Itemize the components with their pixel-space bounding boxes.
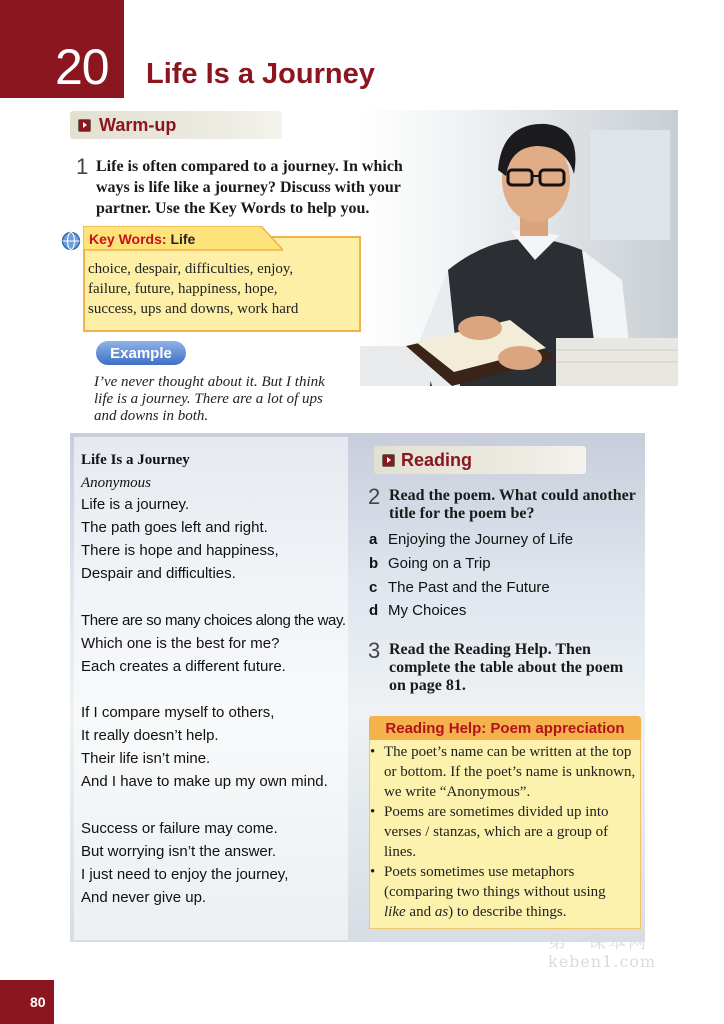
key-words-title [89, 231, 195, 247]
option-b[interactable] [369, 555, 491, 572]
option-a[interactable] [369, 531, 573, 548]
option-c[interactable] [369, 579, 550, 596]
reading-help-line: verses / stanzas, which are a group of [384, 824, 609, 840]
example-line: life is a journey. There are a lot of ups [94, 391, 323, 407]
poem-line: I just need to enjoy the journey, [81, 866, 289, 883]
poem-line: Life is a journey. [81, 496, 190, 513]
option-text: Going on a Trip [388, 555, 491, 572]
example-text [94, 374, 350, 425]
poem-title: Life Is a Journey [81, 452, 190, 468]
key-words-line: success, ups and downs, work hard [88, 301, 299, 317]
poem-line: Which one is the best for me? [81, 635, 280, 652]
reading-help-line: like and as) to describe things. [384, 904, 567, 920]
question-3-line: Read the Reading Help. Then [389, 641, 591, 658]
key-words-line: failure, future, happiness, hope, [88, 281, 278, 297]
poem-line: If I compare myself to others, [81, 704, 275, 721]
question-1-number: 1 [76, 154, 89, 179]
unit-number: 20 [55, 39, 109, 95]
question-2-text [389, 487, 649, 523]
warmup-tab [70, 111, 282, 139]
poem-line: Despair and difficulties. [81, 565, 236, 582]
question-1-text [96, 156, 416, 219]
reading-help-line: (comparing two things without using [384, 884, 606, 900]
poem-line: The path goes left and right. [81, 519, 268, 536]
watermark-text: 第一课本网 [548, 932, 648, 953]
bullet-icon: • [370, 804, 376, 820]
option-text: My Choices [388, 602, 467, 619]
poem-line: There is hope and happiness, [81, 542, 279, 559]
option-d[interactable] [369, 602, 466, 619]
reading-help-line: Poems are sometimes divided up into [384, 804, 609, 820]
play-icon [382, 454, 395, 467]
poem-line: Success or failure may come. [81, 820, 278, 837]
example-line: and downs in both. [94, 408, 209, 424]
question-1-line: Life is often compared to a journey. In which [96, 158, 403, 175]
key-words-line: choice, despair, difficulties, enjoy, [88, 261, 294, 277]
play-icon [78, 119, 91, 132]
option-text: Enjoying the Journey of Life [388, 531, 574, 548]
question-3-line: on page 81. [389, 677, 466, 694]
globe-icon [61, 231, 81, 251]
reading-help-line: lines. [384, 844, 417, 860]
reading-tab [374, 446, 586, 474]
poem-line: It really doesn’t help. [81, 727, 219, 744]
warmup-label: Warm-up [99, 114, 177, 135]
example-line: I’ve never thought about it. But I think [94, 374, 325, 390]
question-3-line: complete the table about the poem [389, 659, 624, 676]
poem-line: There are so many choices along the way. [81, 612, 346, 629]
reading-help-item [370, 862, 642, 922]
poem-line: But worrying isn’t the answer. [81, 843, 277, 860]
student-reading-photo [360, 110, 678, 386]
reading-help-item [370, 742, 642, 802]
option-letter: d [369, 602, 379, 619]
reading-help-line: The poet’s name can be written at the top [384, 744, 632, 760]
bullet-icon: • [370, 864, 376, 880]
poem-line: Each creates a different future. [81, 658, 286, 675]
key-words-label: Key Words: [89, 231, 167, 247]
reading-label: Reading [401, 449, 473, 470]
question-2-number: 2 [368, 484, 381, 509]
option-letter: b [369, 555, 379, 572]
question-3-number: 3 [368, 638, 381, 663]
poem-author: Anonymous [81, 475, 151, 491]
reading-help-item [370, 802, 642, 862]
poem-line: And I have to make up my own mind. [81, 773, 328, 790]
page-title: Life Is a Journey [146, 58, 375, 90]
question-2-line: Read the poem. What could another [389, 487, 636, 504]
reading-help-line: or bottom. If the poet’s name is unknown, [384, 764, 636, 780]
question-2-line: title for the poem be? [389, 505, 535, 522]
question-1-line: partner. Use the Key Words to help you. [96, 200, 370, 217]
watermark-url: keben1.com [548, 952, 657, 971]
question-3-text [389, 641, 649, 695]
reading-help-line: we write “Anonymous”. [384, 784, 531, 800]
key-words-topic: Life [170, 231, 196, 247]
reading-help-line: Poets sometimes use metaphors [384, 864, 575, 880]
option-letter: c [369, 579, 378, 596]
option-text: The Past and the Future [388, 579, 550, 596]
poem-line: And never give up. [81, 889, 207, 906]
key-words-list [88, 259, 350, 319]
option-letter: a [369, 531, 378, 548]
example-badge: Example [96, 341, 186, 365]
bullet-icon: • [370, 744, 376, 760]
poem-line: Their life isn’t mine. [81, 750, 211, 767]
page-number: 80 [30, 994, 46, 1010]
question-1-line: ways is life like a journey? Discuss with your [96, 179, 401, 196]
reading-help-title: Reading Help: Poem appreciation [369, 716, 641, 740]
